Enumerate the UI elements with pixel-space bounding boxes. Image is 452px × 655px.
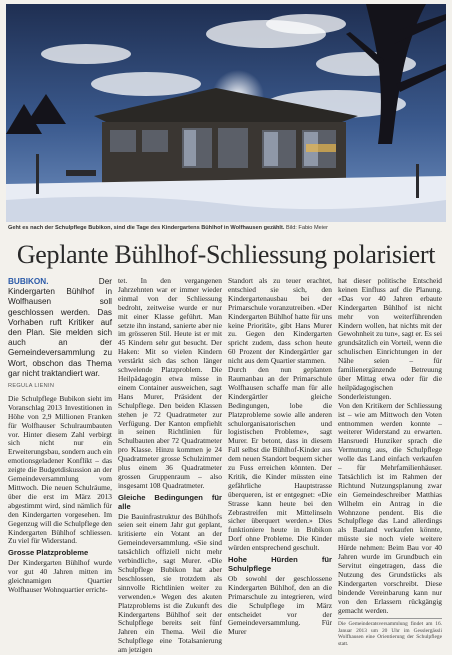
info-box: Die Gemeinderatsversammlung findet am 16. Januar 2013 um 20 Uhr im Gesslergässli Wolfhausen eine Orientierung der Schulpflege statt. [338,618,442,647]
subheading: Grosse Platzprobleme [8,548,89,558]
article-column-3 [228,276,332,637]
body-paragraph: tet. In den vergangenen Jahrzehnten war er immer wieder einmal von der Schliessung bedroht, zeitweise wurde er nur mit einer Klasse geführt. Man setzte ihn instand, sanierte aber nie im grösseren Stil. Heute ist er mit 45 Kindern sehr gut besucht. Der Haken: Mit so vielen Kindern verstärkt sich das schon länger schwelende Platzproblem. Die Heilpädagogin etwa müsse in einem Container ausweichen, sagt Hans Murer, Präsident der Schulpflege. Den beiden Klassen stehen je 72 Quadratmeter zur Verfügung. Der Kanton empfiehlt in seinen Richtlinien für Schulbauten aber 72 Quadratmeter pro Klasse. Hinzu kommen je 24 Quadratmeter grosse Schulzimmer plus einem 36 Quadratmeter grossen Gruppenraum – also insgesamt 108 Quadratmeter. [118,276,222,490]
subheading: Gleiche Bedingungen für alle [118,492,222,511]
article-photo [6,4,446,222]
article-column-2 [118,276,222,655]
photo-caption [8,225,444,231]
caption-text: Geht es nach der Schulpflege Bubikon, sind die Tage des Kindergartens Bühlhof in Wolfhausen gezählt. [8,225,285,231]
article-column-1 [8,277,112,594]
article-lead [8,277,112,379]
article-headline: Geplante Bühlhof-Schliessung polarisiert [16,240,436,269]
kindergarten-building-photo [6,4,446,222]
body-paragraph: hat dieser politische Entscheid keinen Einfluss auf die Planung. «Das vor 40 Jahren erbaute Kindergarten Bühlhof ist nicht mehr von weiterführenden Kindern wollen, hat nichts mit der Gewohnheit zu tun», sagt er. Es sei grundsätzlich ein Vorteil, wenn die schulischen Einrichtungen in der Nähe seien – für familienergänzende Betreuung über Mittag etwa oder für die heilpädagogischen Sonderleistungen. [338,276,442,401]
body-paragraph: Von den Kritikern der Schliessung ist – wie am Mittwoch den Voten entnommen werden konnte – weiterer Widerstand zu erwarten. Hansruedi Hunziker sprach die Vermutung aus, die Schulpflege wolle das Land einfach verkaufen – für Mehrfamilienhäuser. Tatsächlich ist im Rahmen der Richtund Nutzungsplanung zwar ein Gemeindeschreiber Matthias Wilhelm ein Antrag in die Wohnzone pendent. Bis die Schulpflege das Land allerdings als Bauland verkaufen könnte, müsste sie noch viele weitere Hürde nehmen: Beim Bau vor 40 Jahren wurde im Grundbuch ein Servitut eingetragen, dass die Nutzung des Grundstücks als Kindergarten vorschreibt. Diese bindende Vereinbarung kann nur von den Erlassern rückgängig gemacht werden. [338,400,442,615]
photo-credit: Bild: Fabio Meier [285,225,328,231]
article-column-4 [338,276,442,647]
body-paragraph: Standort als zu teuer erachtet, entschied sie sich, den Kindergartenausbau bei der Primarschule voranzutreiben. «Der Kindergarten Bühlhof hatte für uns keine Priorität», gibt Hans Murer zu. Gegen den Kindergarten spricht zudem, dass schon heute 60 Prozent der Kindergärtler gar nicht aus dem Quartier stammen. [228,276,332,366]
subheading: Hohe Hürden für Schulpflege [228,555,332,573]
lead-text: Der Kindergarten Bühlhof in Wolfhausen soll geschlossen werden. Das Vorhaben ruft Kritiker auf den Plan. Sie melden sich auch an der Gemeindeversammlung zu Wort, obschon das Thema gar nicht traktandiert war. [8,277,112,378]
body-paragraph: Die Bauinfrastruktur des Bühlhofs seien seit einem Jahr gut geplant, kritisierte ein Votant an der Gemeindeversammlung. «Sie sind tatsächlich offiziell nicht mehr verbindlich», sagt Murer. «Die Schulpflege Bubikon hat aber beschlossen, sie trotzdem als sinnvolle Richtlinien weiter zu verwenden.» Wegen des akuten Platzproblems ist die Zukunft des Kindergartens Bühlhof seit der Schulpflege bereits seit fünf Jahren ein Thema. Weil die Schulpflege eine Totalsanierung am jetzigen [118,511,222,655]
body-paragraph: Der Kindergarten Bühlhof wurde vor gut 40 Jahren mitten im gleichnamigen Quartier Wolfhauser Wohnquartier erricht- [8,558,112,594]
body-paragraph: Durch den nun geplanten Raumanbau an der Primarschule Wolfhausen schaffe man für alle Kindergärtler gleiche Bedingungen, lobe die Platzprobleme sowie alle anderen schulorganisatorischen und logistischen Probleme», sagt Murer. Er betont, dass in diesem Fall selbst die Bühlhof-Kinder aus dem neuen Standort bequem sicher zu Fuss erreichen könnten. Der Kritik, die Kinder müssten eine gefährliche Hauptstrasse überqueren, ist er entgegnet: «Die Strasse kann heute bei den Zebrastreifen mit Mittelinseln sicher überquert werden.» Dies funktioniere heute in Bubikon Dorf ohne Probleme. Die Kinder würden entsprechend geschult. [228,365,332,553]
body-paragraph: Ob sowohl der geschlossene Kindergarten Bühlhof, den an die Primarschule zu integrieren, wird die Schulpflege im März entscheidet vor der Gemeindeversammlung. Für Murer [228,573,332,637]
dateline: BUBIKON. [8,277,49,286]
author-byline: REGULA LIENIN [8,383,55,390]
body-paragraph: Die Schulpflege Bubikon sieht im Voranschlag 2013 Investitionen in Höhe von 2,9 Millionen Franken für Wolfhauser Schulraumbauten vor. Hinter diesem Zahl verbirgt sich nicht nur ein Erweiterungsbau, sondern auch ein emotionsgeladener Konflikt – das zeigte die Budgetdiskussion an der Gemeindeversammlung vom Mittwoch. Die neuen Schulräume, über die erst im März 2013 abgestimmt wird, sind nämlich für den Kindergarten vorgesehen. Im Gegenzug will die Schulpflege den Kindergarten Bühlhof schliessen. Zu viel für Widerstand. [8,393,112,546]
